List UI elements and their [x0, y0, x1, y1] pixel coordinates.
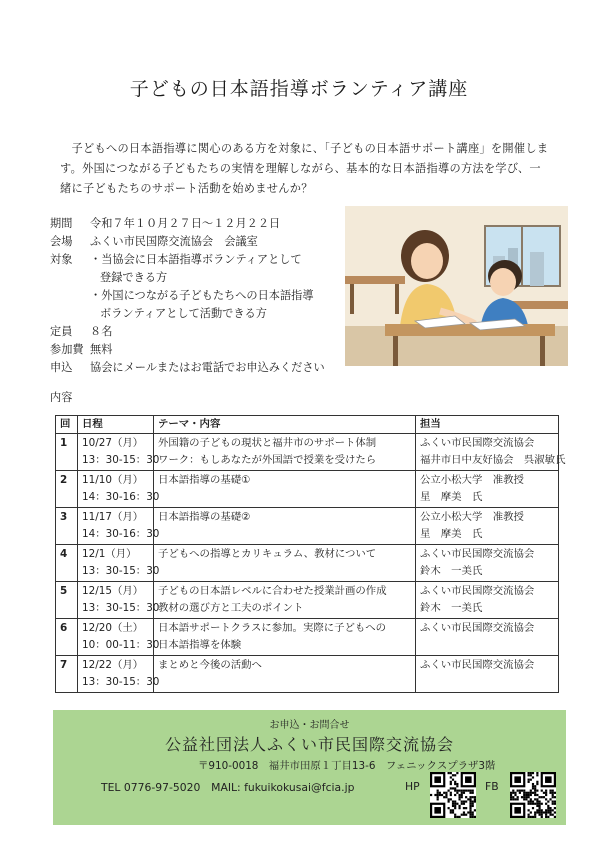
table-row [56, 508, 559, 545]
apply-value: 協会にメールまたはお電話でお申込みください [90, 361, 325, 374]
schedule-table [55, 415, 566, 693]
session-number: 1 [56, 434, 78, 471]
table-row [56, 471, 559, 508]
apply-label: 申込 [50, 361, 73, 374]
lead-line: ふくい市民国際交流協会 [420, 548, 535, 560]
content-label: 内容 [50, 391, 73, 404]
session-lead [416, 656, 559, 693]
period-label: 期間 [50, 217, 73, 230]
header-lead: 担当 [416, 416, 559, 434]
session-number: 7 [56, 656, 78, 693]
table-row [56, 656, 559, 693]
fb-qr-code-icon[interactable] [510, 772, 556, 818]
table-header-row [56, 416, 559, 434]
fee-row [50, 341, 350, 359]
lead-line: ふくい市民国際交流協会 [420, 585, 535, 597]
session-date: 12/15（月） [82, 585, 144, 597]
theme-line: 子どもへの指導とカリキュラム、教材について [158, 548, 377, 560]
lead-line: 公立小松大学 准教授 [420, 474, 524, 486]
lead-line: 福井市日中友好協会 呉淑敏氏 [420, 454, 566, 466]
capacity-label: 定員 [50, 325, 73, 338]
session-time: 13：30-15：30 [82, 565, 160, 577]
session-time: 13：30-15：30 [82, 454, 160, 466]
session-schedule [78, 545, 160, 582]
session-theme [154, 471, 416, 508]
target-1b: 登録できる方 [100, 271, 168, 284]
session-number: 3 [56, 508, 78, 545]
session-number: 5 [56, 582, 78, 619]
session-lead [416, 545, 559, 582]
header-num: 回 [56, 416, 78, 434]
session-schedule [78, 582, 160, 619]
capacity-row [50, 323, 350, 341]
theme-line: 外国籍の子どもの現状と福井市のサポート体制 [158, 437, 377, 449]
classroom-illustration [345, 206, 568, 366]
theme-line: 日本語指導を体験 [158, 639, 242, 651]
theme-line: 教材の選び方と工夫のポイント [158, 602, 304, 614]
lead-line: 公立小松大学 准教授 [420, 511, 524, 523]
hp-qr-code-icon[interactable] [430, 772, 476, 818]
session-date: 11/17（月） [82, 511, 144, 523]
lead-line: 星 摩美 氏 [420, 528, 483, 540]
session-schedule [78, 619, 160, 656]
session-schedule [78, 508, 160, 545]
page-title: 子どもの日本語指導ボランティア講座 [129, 78, 469, 100]
contact-footer [53, 710, 566, 825]
lead-line: 鈴木 一美氏 [420, 565, 483, 577]
session-date: 12/22（月） [82, 659, 144, 671]
session-theme [154, 434, 416, 471]
theme-line: 子どもの日本語レベルに合わせた授業計画の作成 [158, 585, 387, 597]
session-lead [416, 582, 559, 619]
hp-label: HP [405, 780, 420, 793]
organization-address: 〒910-0018 福井市田原１丁目13-6 フェニックスプラザ3階 [198, 760, 496, 772]
lead-line: ふくい市民国際交流協会 [420, 622, 535, 634]
target-2a: ・外国につながる子どもたちへの日本語指導 [90, 289, 314, 302]
session-number: 2 [56, 471, 78, 508]
lead-line: ふくい市民国際交流協会 [420, 437, 535, 449]
theme-line: まとめと今後の活動へ [158, 659, 262, 671]
contact-info: TEL 0776-97-5020 MAIL: fukuikokusai@fcia.jp [101, 781, 355, 794]
organization-name: 公益社団法人ふくい市民国際交流協会 [164, 735, 454, 754]
session-schedule [78, 434, 160, 471]
session-time: 13：30-15：30 [82, 602, 160, 614]
session-lead [416, 471, 559, 508]
theme-line: 日本語指導の基礎② [158, 511, 251, 523]
target-label: 対象 [50, 253, 73, 266]
session-date: 12/20（土） [82, 622, 144, 634]
table-row [56, 619, 559, 656]
session-time: 14：30-16：30 [82, 528, 160, 540]
fee-value: 無料 [90, 343, 113, 356]
venue-value: ふくい市民国際交流協会 会議室 [90, 235, 258, 248]
venue-label: 会場 [50, 235, 73, 248]
table-row [56, 545, 559, 582]
table-row [56, 434, 559, 471]
session-theme [154, 619, 416, 656]
session-theme [154, 656, 416, 693]
session-number: 4 [56, 545, 78, 582]
session-time: 10：00-11：30 [82, 639, 160, 651]
session-theme [154, 545, 416, 582]
session-theme [154, 582, 416, 619]
header-theme: テーマ・内容 [154, 416, 416, 434]
session-theme [154, 508, 416, 545]
target-row [50, 251, 350, 269]
fee-label: 参加費 [50, 343, 84, 356]
contact-heading: お申込・お問合せ [269, 720, 350, 731]
theme-line: 日本語指導の基礎① [158, 474, 251, 486]
intro-paragraph: 子どもへの日本語指導に関心のある方を対象に、「子どもの日本語サポート講座」を開催します。外国につながる子どもたちの実情を理解しながら、基本的な日本語指導の方法を学び、一緒に子どもたちのサポート活動を始めませんか？ [60, 142, 549, 195]
target-2b: ボランティアとして活動できる方 [100, 307, 267, 320]
session-lead [416, 619, 559, 656]
schedule-body [56, 434, 566, 693]
header-date: 日程 [78, 416, 154, 434]
period-row [50, 215, 350, 233]
venue-row [50, 233, 350, 251]
session-date: 12/1（月） [82, 548, 137, 560]
session-schedule [78, 471, 160, 508]
session-date: 10/27（月） [82, 437, 144, 449]
session-date: 11/10（月） [82, 474, 144, 486]
apply-row [50, 359, 350, 377]
session-time: 13：30-15：30 [82, 676, 160, 688]
fb-label: FB [485, 780, 499, 793]
session-time: 14：30-16：30 [82, 491, 160, 503]
lead-line: 鈴木 一美氏 [420, 602, 483, 614]
session-lead [416, 508, 559, 545]
theme-line: ワーク：もしあなたが外国語で授業を受けたら [158, 454, 377, 466]
session-lead [416, 434, 566, 471]
target-1a: ・当協会に日本語指導ボランティアとして [90, 253, 302, 266]
course-info [50, 215, 350, 377]
table-row [56, 582, 559, 619]
lead-line: 星 摩美 氏 [420, 491, 483, 503]
session-number: 6 [56, 619, 78, 656]
session-schedule [78, 656, 160, 693]
lead-line: ふくい市民国際交流協会 [420, 659, 535, 671]
period-value: 令和７年１０月２７日～１２月２２日 [90, 217, 281, 230]
theme-line: 日本語サポートクラスに参加。実際に子どもへの [158, 622, 387, 634]
capacity-value: ８名 [90, 325, 113, 338]
